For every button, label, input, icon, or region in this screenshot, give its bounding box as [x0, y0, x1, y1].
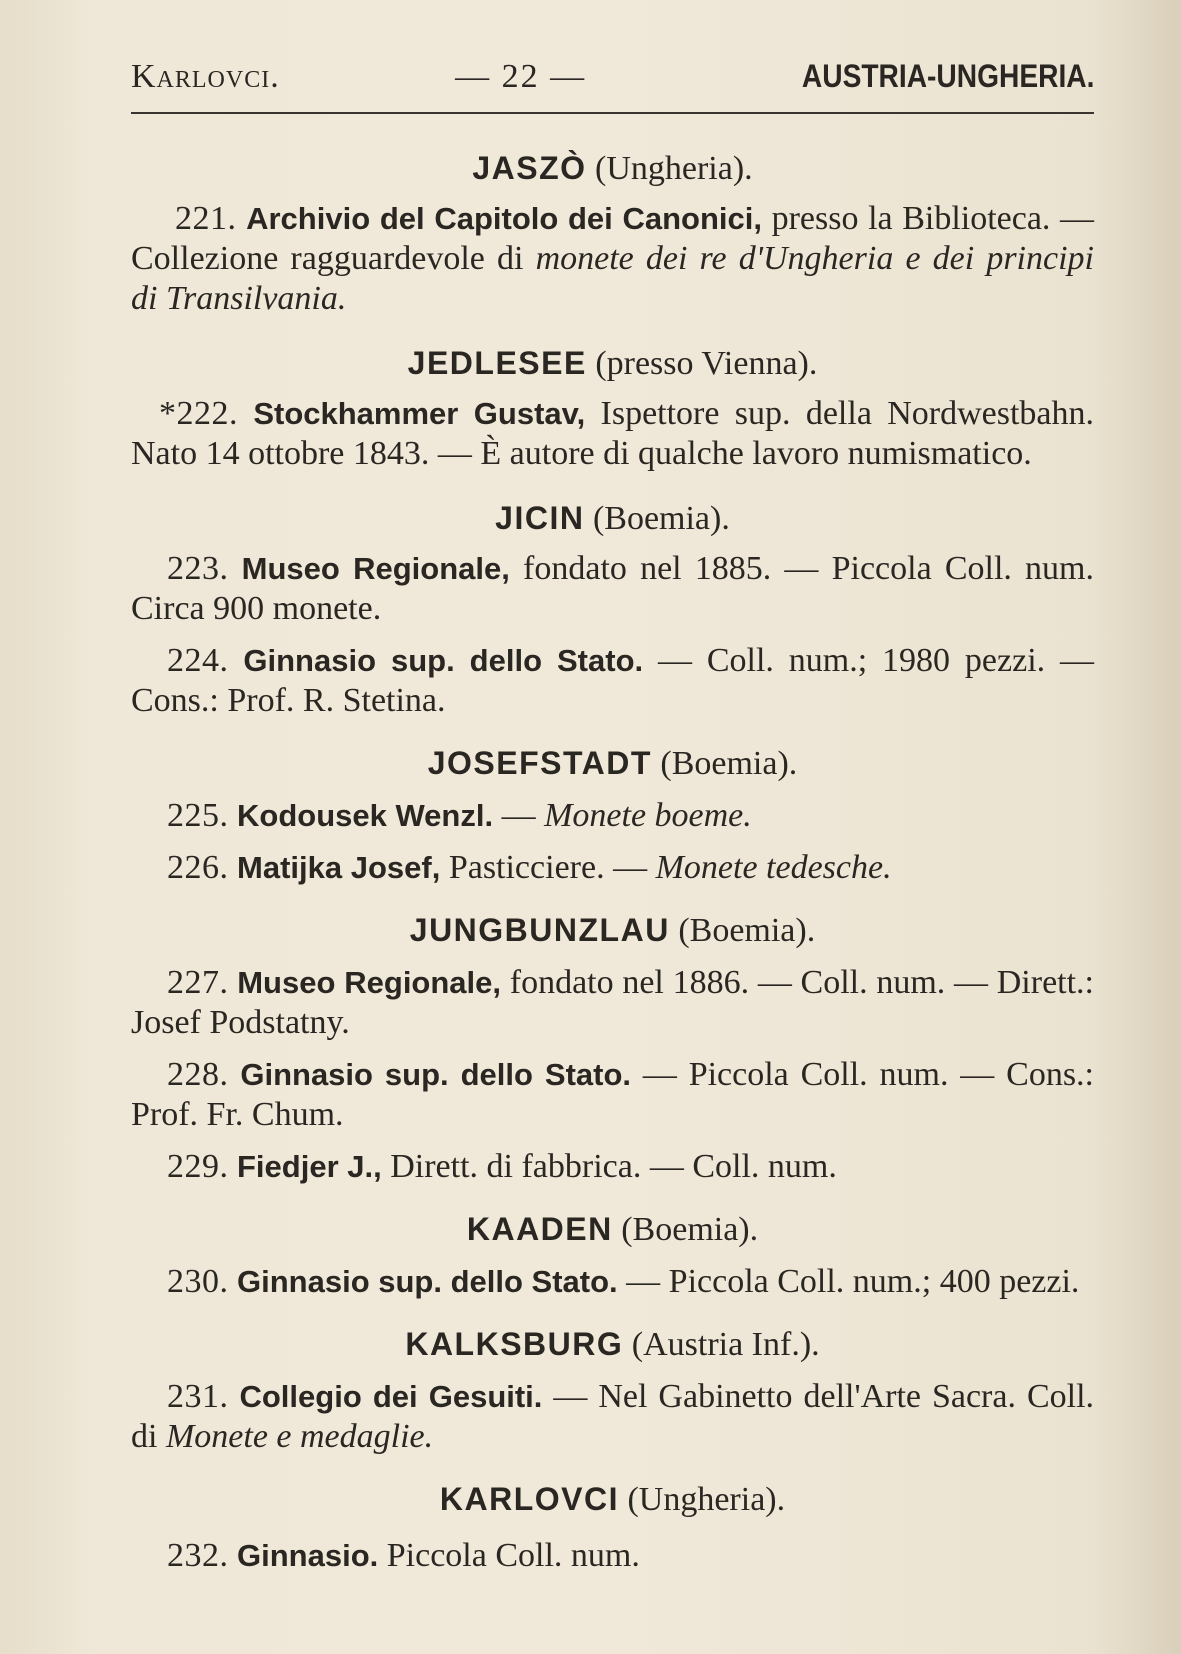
entry-title: Ginnasio sup. dello Stato. — [243, 643, 644, 678]
place-name: JOSEFSTADT — [427, 745, 652, 781]
entry — [131, 549, 1094, 629]
entry-title: Ginnasio. — [237, 1538, 379, 1573]
place-name: JUNGBUNZLAU — [409, 912, 670, 948]
entry-number: 228. — [167, 1056, 229, 1093]
place-name: KARLOVCI — [439, 1481, 619, 1517]
entry — [131, 1377, 1094, 1457]
entry-number: 226. — [167, 849, 229, 886]
entry-title: Museo Regionale, — [237, 965, 502, 1000]
place-region: (Boemia). — [660, 745, 798, 782]
place-region: (Boemia). — [678, 912, 816, 949]
entry-title: Archivio del Capitolo dei Canonici, — [246, 201, 763, 236]
entry-title: Collegio dei Gesuiti. — [239, 1379, 543, 1414]
entry-text: — Piccola Coll. num. — Cons.: Prof. Fr. Chum. — [131, 1056, 1094, 1133]
place-region: (Austria Inf.). — [631, 1326, 820, 1363]
entry-text: — — [493, 797, 545, 834]
entry — [131, 848, 1094, 888]
entry-number: 231. — [167, 1378, 229, 1415]
place-name: JASZÒ — [472, 150, 587, 186]
entry — [131, 641, 1094, 721]
place-heading — [131, 1209, 1094, 1250]
entry-title: Stockhammer Gustav, — [253, 396, 586, 431]
entry-text: fondato nel 1886. — Coll. num. — Dirett.: Josef Podstatny. — [131, 964, 1095, 1041]
entry-number: 224. — [167, 642, 229, 679]
place-heading — [131, 743, 1094, 784]
entry-number: 230. — [167, 1263, 229, 1300]
place-heading — [131, 1324, 1094, 1365]
entry-italic: Monete e medaglie. — [165, 1418, 434, 1455]
place-name: KALKSBURG — [405, 1326, 624, 1362]
running-header — [131, 58, 1094, 100]
entry-italic: Monete tedesche. — [655, 849, 892, 886]
entry-number: 221. — [175, 200, 237, 237]
entry-number: 232. — [167, 1537, 229, 1574]
entry-text: Dirett. di fabbrica. — Coll. num. — [381, 1148, 837, 1185]
entry-text: Piccola Coll. num. — [378, 1537, 640, 1574]
entry-number: *222. — [159, 395, 238, 432]
entry-title: Kodousek Wenzl. — [237, 798, 494, 833]
entry-title: Ginnasio sup. dello Stato. — [237, 1264, 618, 1299]
entry — [131, 1147, 1094, 1187]
entry-text: — Piccola Coll. num.; 400 pezzi. — [617, 1263, 1080, 1300]
entry-number: 229. — [167, 1148, 229, 1185]
entry — [131, 963, 1094, 1043]
entry — [131, 394, 1094, 474]
place-region: (Ungheria). — [627, 1481, 786, 1518]
place-region: (Ungheria). — [595, 150, 753, 187]
entry — [131, 1055, 1094, 1135]
place-heading — [131, 498, 1094, 539]
entry — [131, 199, 1094, 319]
header-left: Karlovci. — [131, 58, 280, 95]
place-region: (Boemia). — [621, 1211, 759, 1248]
entry-text: — Coll. num.; 1980 pezzi. — Cons.: Prof. R. Stetina. — [131, 642, 1095, 719]
entry — [131, 1262, 1094, 1302]
entry — [131, 1536, 1094, 1576]
place-name: JICIN — [495, 500, 585, 536]
entry-title: Matijka Josef, — [237, 850, 441, 885]
header-rule — [131, 112, 1094, 114]
entry-text: fondato nel 1885. — Piccola Coll. num. Circa 900 monete. — [131, 550, 1095, 627]
entry-italic: Monete boeme. — [544, 797, 752, 834]
place-region: (presso Vienna). — [595, 345, 818, 382]
place-heading — [131, 910, 1094, 951]
header-right: AUSTRIA-UNGHERIA. — [801, 58, 1094, 94]
page-number: — 22 — — [455, 58, 587, 95]
entry-number: 227. — [167, 964, 229, 1001]
entry-number: 225. — [167, 797, 229, 834]
place-name: KAADEN — [466, 1211, 613, 1247]
entry-text: presso la Biblioteca. — Collezione ragguardevole di — [131, 200, 1095, 277]
entry-number: 223. — [167, 550, 229, 587]
entry-title: Ginnasio sup. dello Stato. — [240, 1057, 632, 1092]
entry-text: — Nel Gabinetto dell'Arte Sacra. Coll. di — [131, 1378, 1095, 1455]
entry-title: Museo Regionale, — [241, 551, 510, 586]
entry-text: Ispettore sup. della Nordwestbahn. Nato 14 ottobre 1843. — È autore di qualche lavoro numismatico. — [131, 395, 1095, 472]
entry-title: Fiedjer J., — [237, 1149, 382, 1184]
place-heading — [131, 343, 1094, 384]
place-heading — [131, 1479, 1094, 1520]
entry-italic: monete dei re d'Ungheria e dei principi di Transilvania. — [131, 240, 1094, 317]
place-heading — [131, 148, 1094, 189]
entry — [131, 796, 1094, 836]
entry-text: Pasticciere. — — [440, 849, 656, 886]
place-name: JEDLESEE — [407, 345, 587, 381]
place-region: (Boemia). — [592, 500, 730, 537]
